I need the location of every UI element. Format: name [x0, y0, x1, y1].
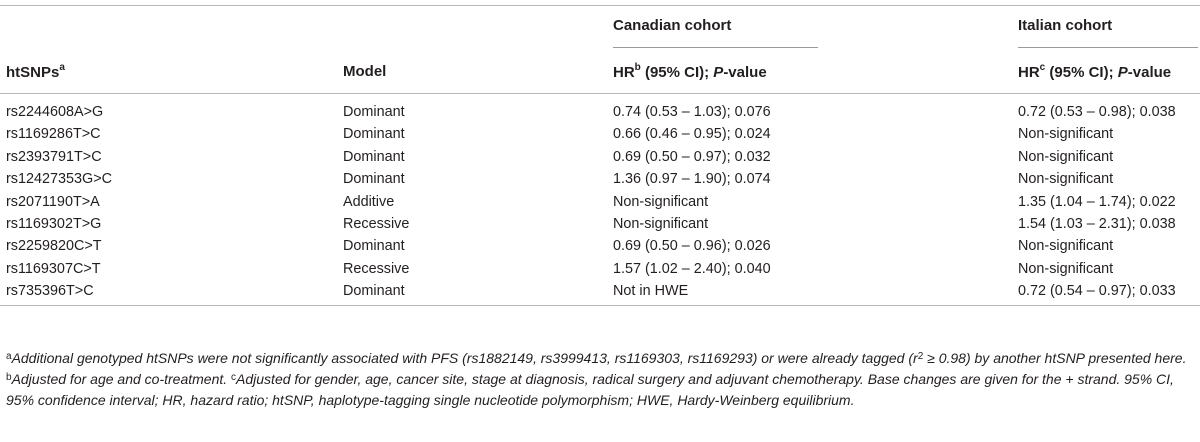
italian-cohort-header: Italian cohort — [1018, 17, 1113, 34]
r-squared-superscript: 2 — [917, 351, 924, 362]
canadian-hr-cell: 0.69 (0.50 – 0.97); 0.032 — [613, 148, 771, 165]
ci-label: (95% CI); — [1045, 64, 1118, 81]
model-cell: Dominant — [343, 283, 405, 300]
footnote-b-ref: b — [634, 62, 641, 73]
footnote-a-text-1: Additional genotyped htSNPs were not significantly associated with PFS (rs1882149, rs3999413, rs1169303, rs1169293) or were already tagged (r — [11, 350, 918, 366]
model-cell: Dominant — [343, 104, 405, 120]
footnote-c-text: Adjusted for gender, age, cancer site, stage at diagnosis, radical surgery and adjuvant chemotherapy. Base changes are given for the + strand. 95% CI, 95% confidence interval; HR, hazard ratio; htSNP, haplotype-tagging single nucleotide polymorphism; HWE, Hardy-Weinberg equilibrium. — [6, 371, 1174, 408]
canadian-hr-cell: 0.74 (0.53 – 1.03); 0.076 — [613, 104, 771, 120]
htsnps-label: htSNPs — [6, 64, 60, 81]
table-row — [0, 192, 1200, 214]
bottom-rule — [0, 305, 1200, 306]
canadian-hr-cell: 1.36 (0.97 – 1.90); 0.074 — [613, 171, 771, 188]
italian-hr-cell: 1.35 (1.04 – 1.74); 0.022 — [1018, 193, 1176, 210]
table-row — [0, 102, 1200, 124]
table-row — [0, 281, 1200, 303]
footnote-c-ref: c — [1039, 62, 1046, 73]
model-cell: Dominant — [343, 148, 405, 165]
table-row — [0, 259, 1200, 281]
footnote-a-mark: a — [6, 351, 12, 362]
table-row — [0, 147, 1200, 169]
canadian-hr-cell: Not in HWE — [613, 283, 689, 300]
italian-hr-cell: Non-significant — [1018, 148, 1114, 165]
p-label: P — [713, 64, 724, 81]
table-body — [0, 102, 1200, 304]
snp-cell: rs2071190T>A — [6, 193, 100, 210]
italian-hr-cell: 0.72 (0.53 – 0.98); 0.038 — [1018, 104, 1176, 120]
model-cell: Dominant — [343, 126, 405, 143]
table-footnotes — [6, 348, 1192, 411]
italian-hr-cell: Non-significant — [1018, 171, 1114, 188]
model-cell: Dominant — [343, 238, 405, 255]
canadian-hr-cell: 1.57 (1.02 – 2.40); 0.040 — [613, 260, 771, 277]
value-label: -value — [723, 64, 767, 81]
italian-hr-column-header — [1018, 63, 1171, 81]
htsnps-column-header — [6, 63, 65, 81]
hr-label: HR — [613, 64, 635, 81]
table-row — [0, 214, 1200, 236]
italian-hr-cell: 1.54 (1.03 – 2.31); 0.038 — [1018, 215, 1176, 232]
footnote-b-text: Adjusted for age and co-treatment. — [11, 371, 232, 387]
model-cell: Additive — [343, 193, 395, 210]
italian-cohort-rule — [1018, 47, 1198, 48]
canadian-hr-cell: Non-significant — [613, 193, 709, 210]
italian-hr-cell: Non-significant — [1018, 260, 1114, 277]
snp-cell: rs735396T>C — [6, 283, 94, 300]
model-column-header: Model — [343, 63, 387, 80]
canadian-hr-cell: Non-significant — [613, 215, 709, 232]
italian-hr-cell: Non-significant — [1018, 238, 1114, 255]
header-rule — [0, 93, 1200, 94]
canadian-hr-column-header — [613, 63, 767, 81]
table-row — [0, 236, 1200, 258]
footnote-b-mark: b — [6, 372, 12, 383]
snp-cell: rs2259820C>T — [6, 238, 102, 255]
p-label: P — [1117, 64, 1128, 81]
model-cell: Dominant — [343, 171, 405, 188]
snp-cell: rs12427353G>C — [6, 171, 113, 188]
model-cell: Recessive — [343, 260, 410, 277]
snp-cell: rs1169286T>C — [6, 126, 101, 143]
snp-cell: rs2393791T>C — [6, 148, 102, 165]
model-cell: Recessive — [343, 215, 410, 232]
italian-hr-cell: Non-significant — [1018, 126, 1114, 143]
footnote-c-mark: c — [231, 372, 237, 383]
table-row — [0, 124, 1200, 146]
hr-label: HR — [1018, 64, 1040, 81]
canadian-hr-cell: 0.66 (0.46 – 0.95); 0.024 — [613, 126, 771, 143]
italian-hr-cell: 0.72 (0.54 – 0.97); 0.033 — [1018, 283, 1176, 300]
canadian-hr-cell: 0.69 (0.50 – 0.96); 0.026 — [613, 238, 771, 255]
footnote-a-ref: a — [59, 62, 65, 73]
footnote-a-text-2: ≥ 0.98) by another htSNP presented here. — [923, 350, 1191, 366]
ci-label: (95% CI); — [640, 64, 714, 81]
canadian-cohort-header: Canadian cohort — [613, 17, 732, 34]
table-row — [0, 169, 1200, 191]
snp-cell: rs2244608A>G — [6, 104, 104, 120]
snp-cell: rs1169307C>T — [6, 260, 101, 277]
snp-cell: rs1169302T>G — [6, 215, 102, 232]
top-rule — [0, 5, 1200, 6]
value-label: -value — [1127, 64, 1172, 81]
canadian-cohort-rule — [613, 47, 818, 48]
